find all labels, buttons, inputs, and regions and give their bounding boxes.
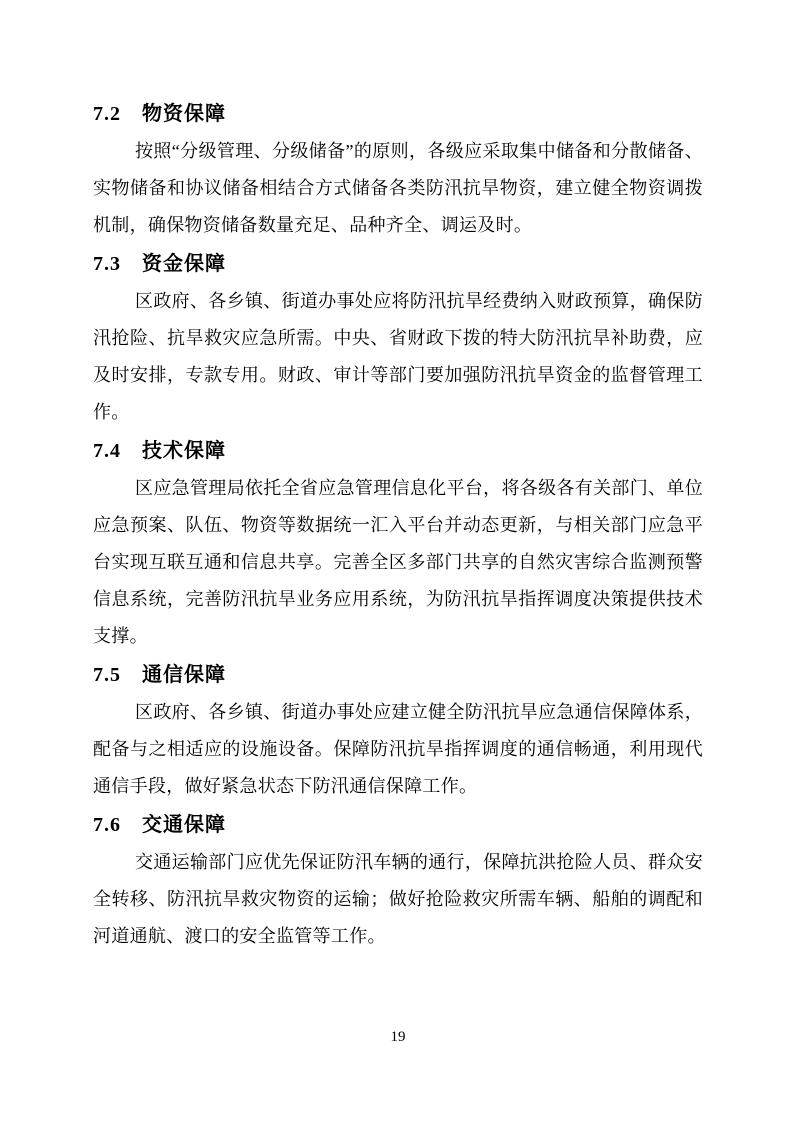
section-paragraph: 区政府、各乡镇、街道办事处应建立健全防汛抗旱应急通信保障体系，配备与之相适应的设施设备。保障防汛抗旱指挥调度的通信畅通，利用现代通信手段，做好紧急状态下防汛通信保障工作。 [93,702,703,796]
page-number: 19 [390,1029,406,1045]
section-paragraph: 交通运输部门应优先保证防汛车辆的通行，保障抗洪抢险人员、群众安全转移、防汛抗旱救灾物资的运输；做好抢险救灾所需车辆、船舶的调配和河道通航、渡口的安全监管等工作。 [93,852,703,946]
section-paragraph: 区应急管理局依托全省应急管理信息化平台，将各级各有关部门、单位应急预案、队伍、物资等数据统一汇入平台并动态更新，与相关部门应急平台实现互联互通和信息共享。完善全区多部门共享的自然灾害综合监测预警信息系统，完善防汛抗旱业务应用系统，为防汛抗旱指挥调度决策提供技术支撑。 [93,478,703,646]
section-paragraph: 按照“分级管理、分级储备”的原则，各级应采取集中储备和分散储备、实物储备和协议储备相结合方式储备各类防汛抗旱物资，建立健全物资调拨机制，确保物资储备数量充足、品种齐全、调运及时。 [93,141,703,235]
section-heading [93,433,703,470]
section-number: 7.3 [93,253,121,275]
section-number: 7.5 [93,664,121,686]
section-heading [93,246,703,283]
section-title: 技术保障 [142,440,226,462]
document-content [93,94,703,955]
section-materials-guarantee [93,96,703,244]
section-title: 交通保障 [142,814,226,836]
section-number: 7.4 [93,440,121,462]
section-heading [93,807,703,844]
section-title: 物资保障 [142,103,226,125]
section-funding-guarantee [93,246,703,431]
section-title: 资金保障 [142,253,226,275]
section-number: 7.2 [93,103,121,125]
section-transportation-guarantee [93,807,703,955]
section-heading [93,657,703,694]
section-communication-guarantee [93,657,703,805]
section-title: 通信保障 [142,664,226,686]
section-technology-guarantee [93,433,703,655]
section-paragraph: 区政府、各乡镇、街道办事处应将防汛抗旱经费纳入财政预算，确保防汛抢险、抗旱救灾应急所需。中央、省财政下拨的特大防汛抗旱补助费，应及时安排，专款专用。财政、审计等部门要加强防汛抗旱资金的监督管理工作。 [93,291,703,422]
section-number: 7.6 [93,814,121,836]
section-heading [93,96,703,133]
